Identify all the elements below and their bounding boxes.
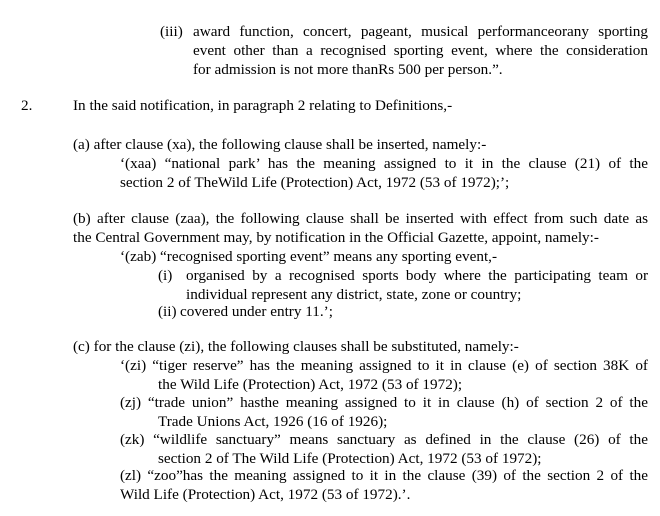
clause-b-intro bbox=[73, 209, 648, 247]
text-line: (b) after clause (zaa), the following clause shall be inserted with effect from such date as bbox=[73, 210, 648, 227]
text-line: award function, concert, pageant, musical performanceorany sporting bbox=[193, 23, 648, 40]
text-line: event other than a recognised sporting event, where the consideration bbox=[193, 42, 648, 59]
subclause-ii-text: covered under entry 11.’; bbox=[180, 303, 333, 320]
clause-zab-definition: ‘(zab) “recognised sporting event” means any sporting event,- bbox=[120, 248, 498, 265]
clause-zl bbox=[120, 466, 648, 504]
clause-xaa bbox=[120, 154, 648, 192]
paragraph-heading: In the said notification, in paragraph 2 relating to Definitions,- bbox=[73, 97, 453, 114]
text-line: for admission is not more thanRs 500 per person.”. bbox=[193, 61, 503, 78]
text-line: (zj) “trade union” hasthe meaning assigned to it in clause (h) of section 2 of the bbox=[120, 394, 648, 411]
text-line: ‘(zi) “tiger reserve” has the meaning assigned to it in clause (e) of section 38K of bbox=[120, 357, 648, 374]
text-line: (zl) “zoo”has the meaning assigned to it in the clause (39) of the section 2 of the bbox=[120, 467, 648, 484]
clause-a-intro: (a) after clause (xa), the following clause shall be inserted, namely:- bbox=[73, 136, 487, 153]
text-line: section 2 of TheWild Life (Protection) Act, 1972 (53 of 1972);’; bbox=[120, 174, 510, 191]
subclause-i-text bbox=[186, 266, 648, 304]
clause-zi bbox=[120, 356, 648, 394]
text-line: the Wild Life (Protection) Act, 1972 (53 of 1972); bbox=[158, 376, 463, 393]
paragraph-number: 2. bbox=[21, 97, 33, 114]
text-line: individual represent any district, state, zone or country; bbox=[186, 286, 522, 303]
text-line: section 2 of The Wild Life (Protection) Act, 1972 (53 of 1972); bbox=[158, 450, 542, 467]
clause-zk bbox=[120, 430, 648, 468]
clause-iii-label: (iii) bbox=[160, 23, 183, 40]
subclause-ii-label: (ii) bbox=[158, 303, 177, 320]
text-line: Wild Life (Protection) Act, 1972 (53 of 1972).’. bbox=[120, 486, 411, 503]
clause-zj bbox=[120, 393, 648, 431]
text-line: organised by a recognised sports body where the participating team or bbox=[186, 267, 648, 284]
subclause-i-label: (i) bbox=[158, 267, 173, 284]
text-line: (zk) “wildlife sanctuary” means sanctuary as defined in the clause (26) of the bbox=[120, 431, 648, 448]
clause-c-intro: (c) for the clause (zi), the following clauses shall be substituted, namely:- bbox=[73, 338, 519, 355]
text-line: the Central Government may, by notification in the Official Gazette, appoint, namely:- bbox=[73, 229, 599, 246]
text-line: Trade Unions Act, 1926 (16 of 1926); bbox=[158, 413, 388, 430]
text-line: ‘(xaa) “national park’ has the meaning assigned to it in the clause (21) of the bbox=[120, 155, 648, 172]
clause-iii-text bbox=[193, 22, 648, 79]
